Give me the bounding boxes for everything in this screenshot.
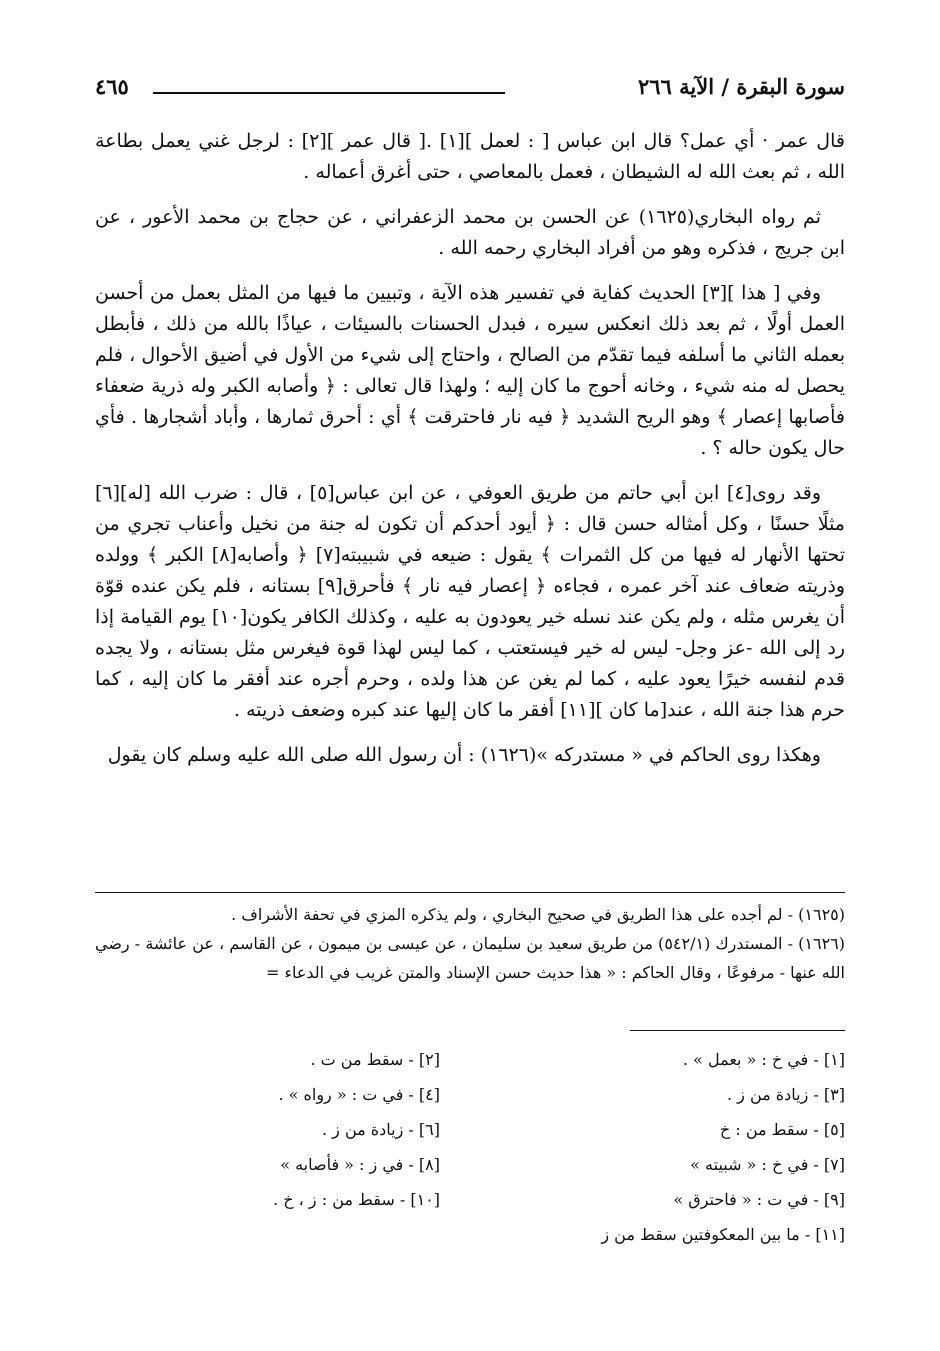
header-rule <box>153 92 505 94</box>
paragraph: قال عمر · أي عمل؟ قال ابن عباس [ : لعمل ][١] .[ قال عمر ][٢] : لرجل غني يعمل بطاعة الله ، ثم بعث الله له الشيطان ، فعمل بالمعاصي ، حتى أغرق أعماله . <box>95 130 845 183</box>
variant-note: [٦] - زيادة من ز . <box>321 1120 440 1139</box>
variant-note: [١١] - ما بين المعكوفتين سقط من ز <box>601 1225 845 1244</box>
footnote: (١٦٢٦) - المستدرك (٥٤٢/١) من طريق سعيد بن سليمان ، عن عيسى بن ميمون ، عن القاسم ، عن عائشة - رضي الله عنها - مرفوعًا ، وقال الحاكم : « هذا حديث حسن الإسناد والمتن غريب في الدعاء = <box>95 934 845 982</box>
page-header <box>95 70 845 110</box>
paragraph: ثم رواه البخاري(١٦٢٥) عن الحسن بن محمد الزعفراني ، عن حجاج بن محمد الأعور ، عن ابن جريج ، فذكره وهو من أفراد البخاري رحمه الله . <box>95 206 845 259</box>
variant-note: [٧] - في خ : « شبيته » <box>690 1155 845 1174</box>
running-title: سورة البقرة / الآية ٢٦٦ <box>637 74 845 99</box>
variant-note: [١] - في خ : « بعمل » . <box>682 1050 845 1069</box>
footnote-rule <box>95 892 845 893</box>
variant-note: [٢] - سقط من ت . <box>310 1050 440 1069</box>
variant-note: [٩] - في ت : « فاحترق » <box>673 1190 845 1209</box>
page-number: ٤٦٥ <box>95 74 129 99</box>
variants-rule <box>630 1030 845 1031</box>
manuscript-variants <box>95 1042 845 1252</box>
main-text <box>95 126 845 785</box>
paragraph: وهكذا روى الحاكم في « مستدركه »(١٦٢٦) : أن رسول الله صلى الله عليه وسلم كان يقول <box>107 744 821 766</box>
footnotes <box>95 900 845 987</box>
variant-note: [٣] - زيادة من ز . <box>726 1085 845 1104</box>
paragraph: وفي [ هذا ][٣] الحديث كفاية في تفسير هذه الآية ، وتبيين ما فيها من المثل بعمل من أحسن العمل أولًا ، ثم بعد ذلك انعكس سيره ، فبدل الحسنات بالسيئات ، عياذًا بالله من ذلك ، فأبطل بعمله الثاني ما أسلفه فيما تقدّم من الصالح ، واحتاج إلى شيء من الأول في أضيق الأحوال ، فلم يحصل له منه شيء ، وخانه أحوج ما كان إليه ؛ ولهذا قال تعالى : ﴿ وأصابه الكبر وله ذرية ضعفاء فأصابها إعصار ﴾ وهو الريح الشديد ﴿ فيه نار فاحترقت ﴾ أي : أحرق ثمارها ، وأباد أشجارها . فأي حال يكون حاله ؟ . <box>95 282 845 459</box>
footnote: (١٦٢٥) - لم أجده على هذا الطريق في صحيح البخاري ، ولم يذكره المزي في تحفة الأشراف . <box>231 905 845 924</box>
variant-note: [٤] - في ت : « رواه » . <box>278 1085 440 1104</box>
variant-note: [١٠] - سقط من : ز ، خ . <box>273 1190 440 1209</box>
variant-note: [٨] - في ز : « فأصابه » <box>280 1155 440 1174</box>
paragraph: وقد روى[٤] ابن أبي حاتم من طريق العوفي ، عن ابن عباس[٥] ، قال : ضرب الله [له][٦] مثلًا حسنًا ، وكل أمثاله حسن قال : ﴿ أيود أحدكم أن تكون له جنة من نخيل وأعناب تجري من تحتها الأنهار له فيها من كل الثمرات ﴾ يقول : ضيعه في شبيبته[٧] ﴿ وأصابه[٨] الكبر ﴾ وولده وذريته ضعاف عند آخر عمره ، فجاءه ﴿ إعصار فيه نار ﴾ فأحرق[٩] بستانه ، فلم يكن عنده قوّة أن يغرس مثله ، ولم يكن عند نسله خير يعودون به عليه ، وكذلك الكافر يكون[١٠] يوم القيامة إذا رد إلى الله -عز وجل- ليس له خير فيستعتب ، كما ليس لهذا قوة فيغرس مثل بستانه ، ولا يجده قدم لنفسه خيرًا يعود عليه ، كما لم يغن عن هذا ولده ، وحرم أجره عند أفقر ما كان إليه ، كما حرم هذا جنة الله ، عند[ما كان ][١١] أفقر ما كان إليها عند كبره وضعف ذريته . <box>95 482 846 721</box>
variant-note: [٥] - سقط من : خ <box>719 1120 845 1139</box>
